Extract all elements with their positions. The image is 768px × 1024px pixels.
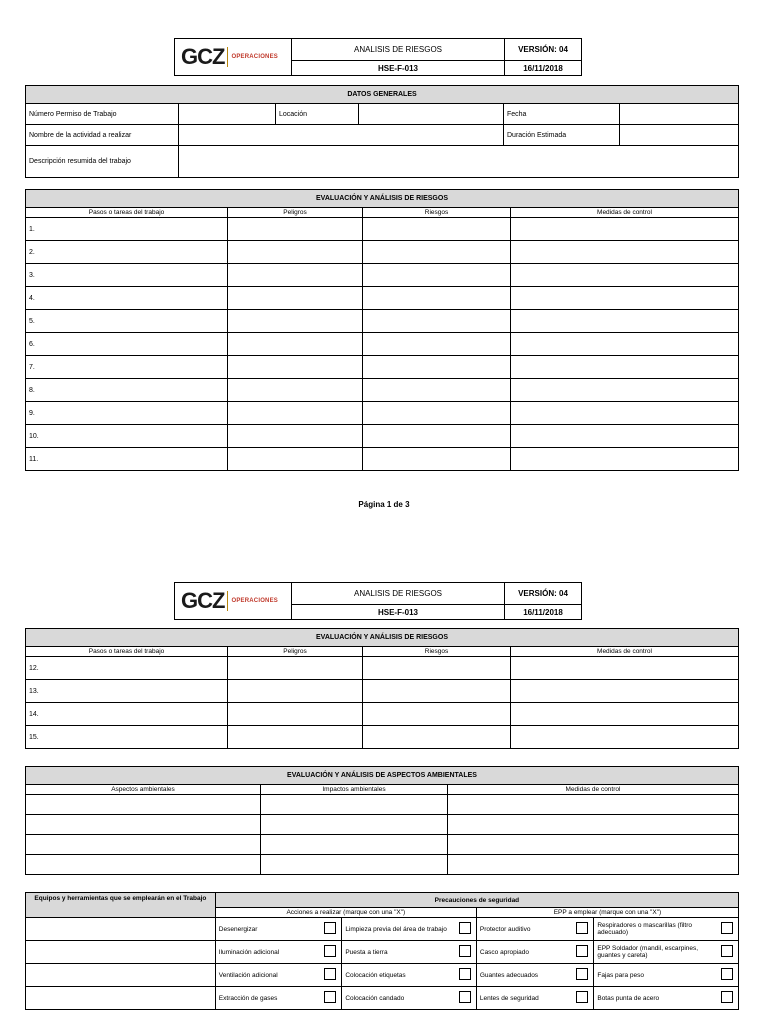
doc-version: VERSIÓN: 04	[505, 39, 582, 61]
step-number[interactable]: 12.	[26, 657, 228, 680]
action-label: Ventilación adicional	[215, 964, 319, 987]
checkbox[interactable]	[721, 945, 733, 957]
checkbox[interactable]	[459, 945, 471, 957]
checkbox-cell	[716, 987, 739, 1010]
logo-text: GCZ	[181, 44, 225, 69]
general-data-title: DATOS GENERALES	[26, 86, 739, 104]
epp-label: Lentes de seguridad	[476, 987, 571, 1010]
col-controls: Medidas de control	[511, 208, 739, 218]
table-row	[26, 402, 739, 425]
col-risks: Riesgos	[363, 208, 511, 218]
epp-label: Guantes adecuados	[476, 964, 571, 987]
env-cell[interactable]	[448, 815, 739, 835]
checkbox[interactable]	[576, 991, 588, 1003]
col-controls: Medidas de control	[511, 647, 739, 657]
step-number[interactable]: 14.	[26, 703, 228, 726]
risk-cell[interactable]	[363, 448, 511, 471]
logo	[175, 39, 292, 76]
logo-divider	[227, 591, 228, 611]
step-number[interactable]: 15.	[26, 726, 228, 749]
checkbox[interactable]	[576, 922, 588, 934]
safety-row	[26, 941, 739, 964]
step-number[interactable]: 7.	[26, 356, 228, 379]
epp-label: Protector auditivo	[476, 918, 571, 941]
env-cell[interactable]	[26, 815, 261, 835]
hazard-cell[interactable]	[228, 356, 363, 379]
risk-cell[interactable]	[363, 402, 511, 425]
safety-row	[26, 987, 739, 1010]
control-cell[interactable]	[511, 425, 739, 448]
step-number[interactable]: 13.	[26, 680, 228, 703]
risk-cell[interactable]	[363, 287, 511, 310]
risk-eval-title: EVALUACIÓN Y ANÁLISIS DE RIESGOS	[26, 190, 739, 208]
epp-label: Botas punta de acero	[594, 987, 716, 1010]
control-cell[interactable]	[511, 703, 739, 726]
table-row	[26, 448, 739, 471]
col-hazards: Peligros	[228, 208, 363, 218]
equipment-label: Equipos y herramientas que se emplearán en el Trabajo	[26, 893, 216, 918]
step-number[interactable]: 2.	[26, 241, 228, 264]
table-row	[26, 264, 739, 287]
control-cell[interactable]	[511, 680, 739, 703]
checkbox-cell	[716, 964, 739, 987]
checkbox[interactable]	[324, 945, 336, 957]
equipment-cell[interactable]	[26, 964, 216, 987]
action-label: Extracción de gases	[215, 987, 319, 1010]
col-env-controls: Medidas de control	[448, 785, 739, 795]
step-number[interactable]: 4.	[26, 287, 228, 310]
step-number[interactable]: 5.	[26, 310, 228, 333]
risk-eval-table-page2	[25, 628, 739, 749]
location-label: Locación	[276, 104, 359, 125]
hazard-cell[interactable]	[228, 448, 363, 471]
safety-title: Precauciones de seguridad	[215, 893, 738, 908]
doc-code: HSE-F-013	[292, 605, 505, 620]
epp-label: EPP a emplear (marque con una "X")	[476, 908, 738, 918]
env-cell[interactable]	[26, 855, 261, 875]
table-row	[26, 287, 739, 310]
control-cell[interactable]	[511, 379, 739, 402]
hazard-cell[interactable]	[228, 726, 363, 749]
control-cell[interactable]	[511, 657, 739, 680]
risk-cell[interactable]	[363, 657, 511, 680]
col-steps: Pasos o tareas del trabajo	[26, 647, 228, 657]
checkbox[interactable]	[576, 945, 588, 957]
general-data-table	[25, 85, 739, 178]
risk-eval-title: EVALUACIÓN Y ANÁLISIS DE RIESGOS	[26, 629, 739, 647]
step-number[interactable]: 6.	[26, 333, 228, 356]
location-field[interactable]	[359, 104, 504, 125]
step-number[interactable]: 10.	[26, 425, 228, 448]
env-cell[interactable]	[448, 855, 739, 875]
doc-header-page2	[174, 582, 582, 620]
env-cell[interactable]	[448, 795, 739, 815]
safety-row	[26, 964, 739, 987]
epp-label: EPP Soldador (mandil, escarpines, guantes y careta)	[594, 941, 716, 964]
duration-field[interactable]	[620, 125, 739, 146]
step-number[interactable]: 1.	[26, 218, 228, 241]
checkbox-cell	[716, 941, 739, 964]
hazard-cell[interactable]	[228, 425, 363, 448]
col-risks: Riesgos	[363, 647, 511, 657]
env-eval-title: EVALUACIÓN Y ANÁLISIS DE ASPECTOS AMBIENTALES	[26, 767, 739, 785]
table-row	[26, 333, 739, 356]
table-row	[26, 703, 739, 726]
equipment-cell[interactable]	[26, 918, 216, 941]
logo-text: GCZ	[181, 588, 225, 613]
checkbox[interactable]	[324, 922, 336, 934]
table-row	[26, 218, 739, 241]
hazard-cell[interactable]	[228, 218, 363, 241]
logo-divider	[227, 47, 228, 67]
logo-subtitle: OPERACIONES	[231, 54, 278, 60]
epp-label: Casco apropiado	[476, 941, 571, 964]
env-cell[interactable]	[261, 795, 448, 815]
checkbox[interactable]	[459, 922, 471, 934]
doc-header-page1	[174, 38, 582, 76]
control-cell[interactable]	[511, 287, 739, 310]
doc-date: 16/11/2018	[505, 605, 582, 620]
checkbox[interactable]	[721, 991, 733, 1003]
doc-title: ANALISIS DE RIESGOS	[292, 39, 505, 61]
hazard-cell[interactable]	[228, 379, 363, 402]
epp-label: Fajas para peso	[594, 964, 716, 987]
action-label: Limpieza previa del área de trabajo	[342, 918, 454, 941]
epp-label: Respiradores o mascarillas (filtro adecuado)	[594, 918, 716, 941]
action-label: Colocación candado	[342, 987, 454, 1010]
step-number[interactable]: 8.	[26, 379, 228, 402]
checkbox-cell	[319, 941, 342, 964]
control-cell[interactable]	[511, 448, 739, 471]
risk-cell[interactable]	[363, 703, 511, 726]
control-cell[interactable]	[511, 310, 739, 333]
checkbox-cell	[319, 987, 342, 1010]
step-number[interactable]: 3.	[26, 264, 228, 287]
permit-field[interactable]	[179, 104, 276, 125]
date-field[interactable]	[620, 104, 739, 125]
date-label: Fecha	[504, 104, 620, 125]
table-row	[26, 356, 739, 379]
equipment-cell[interactable]	[26, 941, 216, 964]
action-label: Colocación etiquetas	[342, 964, 454, 987]
checkbox-cell	[571, 987, 594, 1010]
checkbox[interactable]	[459, 991, 471, 1003]
risk-eval-table-page1	[25, 189, 739, 471]
hazard-cell[interactable]	[228, 241, 363, 264]
control-cell[interactable]	[511, 726, 739, 749]
description-label: Descripción resumida del trabajo	[26, 146, 179, 178]
checkbox-cell	[571, 918, 594, 941]
table-row	[26, 657, 739, 680]
doc-title: ANALISIS DE RIESGOS	[292, 583, 505, 605]
step-number[interactable]: 9.	[26, 402, 228, 425]
control-cell[interactable]	[511, 333, 739, 356]
logo-subtitle: OPERACIONES	[231, 598, 278, 604]
risk-cell[interactable]	[363, 241, 511, 264]
checkbox[interactable]	[721, 922, 733, 934]
logo	[175, 583, 292, 620]
hazard-cell[interactable]	[228, 703, 363, 726]
control-cell[interactable]	[511, 356, 739, 379]
env-cell[interactable]	[261, 835, 448, 855]
description-field[interactable]	[179, 146, 739, 178]
risk-cell[interactable]	[363, 726, 511, 749]
env-cell[interactable]	[261, 815, 448, 835]
permit-label: Número Permiso de Trabajo	[26, 104, 179, 125]
env-cell[interactable]	[448, 835, 739, 855]
risk-cell[interactable]	[363, 680, 511, 703]
control-cell[interactable]	[511, 264, 739, 287]
checkbox-cell	[319, 964, 342, 987]
checkbox-cell	[454, 941, 477, 964]
checkbox[interactable]	[324, 991, 336, 1003]
checkbox[interactable]	[324, 968, 336, 980]
risk-cell[interactable]	[363, 310, 511, 333]
hazard-cell[interactable]	[228, 657, 363, 680]
doc-date: 16/11/2018	[505, 61, 582, 76]
safety-precautions-table	[25, 892, 739, 1010]
actions-label: Acciones a realizar (marque con una "X")	[215, 908, 476, 918]
hazard-cell[interactable]	[228, 333, 363, 356]
risk-cell[interactable]	[363, 264, 511, 287]
risk-cell[interactable]	[363, 333, 511, 356]
checkbox[interactable]	[459, 968, 471, 980]
risk-cell[interactable]	[363, 425, 511, 448]
checkbox[interactable]	[576, 968, 588, 980]
col-steps: Pasos o tareas del trabajo	[26, 208, 228, 218]
env-cell[interactable]	[26, 835, 261, 855]
checkbox-cell	[454, 987, 477, 1010]
risk-cell[interactable]	[363, 379, 511, 402]
checkbox-cell	[571, 964, 594, 987]
equipment-cell[interactable]	[26, 987, 216, 1010]
step-number[interactable]: 11.	[26, 448, 228, 471]
hazard-cell[interactable]	[228, 310, 363, 333]
col-env-impacts: Impactos ambientales	[261, 785, 448, 795]
control-cell[interactable]	[511, 241, 739, 264]
table-row	[26, 379, 739, 402]
checkbox-cell	[716, 918, 739, 941]
env-eval-table	[25, 766, 739, 875]
control-cell[interactable]	[511, 402, 739, 425]
hazard-cell[interactable]	[228, 680, 363, 703]
activity-field[interactable]	[179, 125, 504, 146]
checkbox-cell	[454, 918, 477, 941]
env-cell[interactable]	[26, 795, 261, 815]
checkbox-cell	[571, 941, 594, 964]
page-number: Página 1 de 3	[358, 500, 410, 509]
doc-version: VERSIÓN: 04	[505, 583, 582, 605]
safety-row	[26, 918, 739, 941]
table-row	[26, 425, 739, 448]
control-cell[interactable]	[511, 218, 739, 241]
activity-label: Nombre de la actividad a realizar	[26, 125, 179, 146]
hazard-cell[interactable]	[228, 402, 363, 425]
table-row	[26, 680, 739, 703]
checkbox-cell	[319, 918, 342, 941]
col-env-aspects: Aspectos ambientales	[26, 785, 261, 795]
hazard-cell[interactable]	[228, 264, 363, 287]
hazard-cell[interactable]	[228, 287, 363, 310]
risk-cell[interactable]	[363, 218, 511, 241]
action-label: Puesta a tierra	[342, 941, 454, 964]
doc-code: HSE-F-013	[292, 61, 505, 76]
checkbox-cell	[454, 964, 477, 987]
duration-label: Duración Estimada	[504, 125, 620, 146]
checkbox[interactable]	[721, 968, 733, 980]
table-row	[26, 726, 739, 749]
table-row	[26, 241, 739, 264]
col-hazards: Peligros	[228, 647, 363, 657]
table-row	[26, 310, 739, 333]
action-label: Desenergizar	[215, 918, 319, 941]
action-label: Iluminación adicional	[215, 941, 319, 964]
risk-cell[interactable]	[363, 356, 511, 379]
env-cell[interactable]	[261, 855, 448, 875]
